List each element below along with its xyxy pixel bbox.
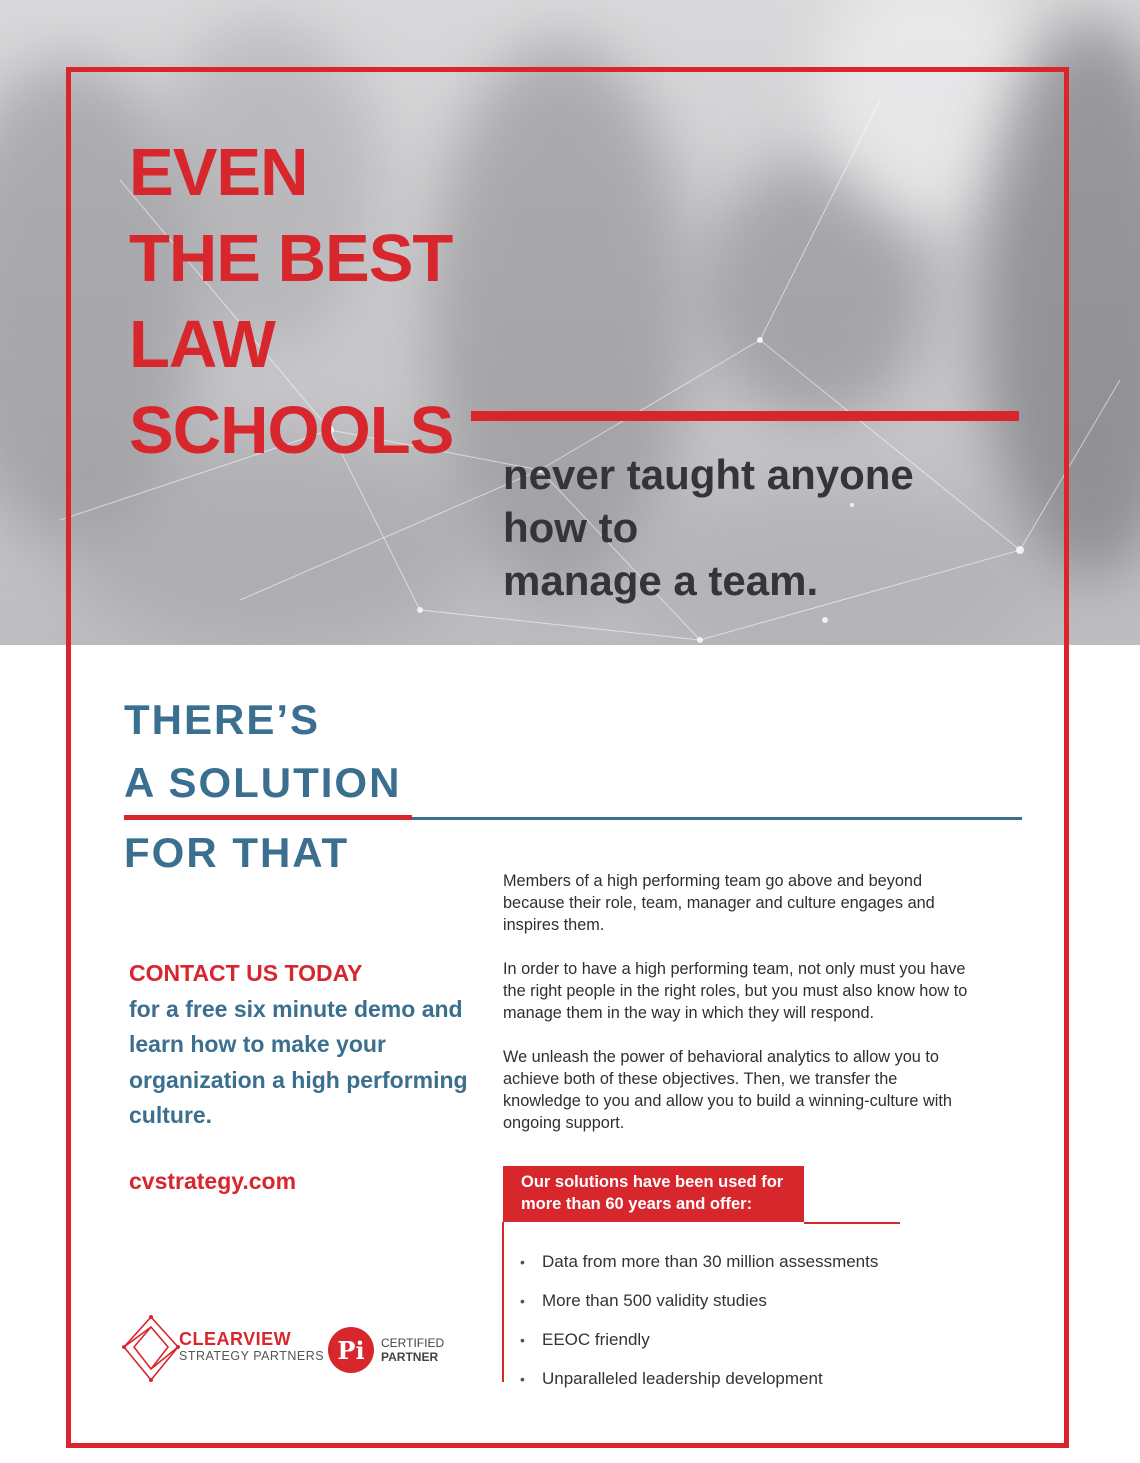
subline-line: never taught anyone	[503, 451, 914, 498]
list-item	[520, 1359, 878, 1398]
list-item	[520, 1242, 878, 1281]
callout-line: more than 60 years and offer:	[521, 1195, 753, 1213]
hero-headline	[129, 130, 453, 474]
list-item	[520, 1281, 878, 1320]
headline-divider	[471, 411, 1019, 421]
list-item-text: More than 500 validity studies	[542, 1290, 767, 1310]
body-copy	[503, 870, 978, 1156]
headline-line: SCHOOLS	[129, 393, 454, 468]
solution-divider-red	[124, 815, 412, 820]
bullet-list-rule	[502, 1222, 504, 1382]
callout-line: Our solutions have been used for	[521, 1173, 784, 1191]
body-paragraph: We unleash the power of behavioral analytics to allow you to achieve both of these objectives. Then, we transfer the knowledge to you and allow you to build a winning-culture with ongoing support.	[503, 1048, 952, 1132]
list-item-text: Data from more than 30 million assessments	[542, 1251, 879, 1271]
callout-underline	[804, 1222, 900, 1224]
headline-line: LAW	[129, 307, 275, 382]
solutions-callout-box	[503, 1166, 804, 1222]
clearview-logo	[179, 1329, 324, 1364]
pi-line-partner: PARTNER	[381, 1350, 439, 1364]
solution-line: A SOLUTION	[124, 759, 402, 806]
pi-line-certified: CERTIFIED	[381, 1336, 445, 1350]
bullet-icon: •	[520, 1370, 525, 1387]
subline-line: how to	[503, 504, 639, 551]
clearview-name: CLEARVIEW	[179, 1329, 292, 1349]
list-item	[520, 1320, 878, 1359]
pi-mark: Pi	[337, 1335, 365, 1365]
subline-line: manage a team.	[503, 557, 819, 604]
body-paragraph: In order to have a high performing team, not only must you have the right people in the right roles, but you must also know how to manage them in the way in which they will respond.	[503, 960, 968, 1022]
contact-cta: CONTACT US TODAY	[129, 960, 363, 986]
headline-line: EVEN	[129, 135, 308, 210]
benefits-list	[520, 1242, 878, 1398]
website-link[interactable]: cvstrategy.com	[129, 1168, 297, 1194]
hero-subheadline	[503, 448, 914, 607]
contact-text: for a free six minute demo and learn how to make your organization a high performing culture.	[129, 995, 468, 1128]
body-paragraph: Members of a high performing team go above and beyond because their role, team, manager and culture engages and inspires them.	[503, 872, 935, 934]
solution-divider-blue	[412, 817, 1022, 820]
list-item-text: Unparalleled leadership development	[542, 1368, 823, 1388]
headline-line: THE BEST	[129, 221, 453, 296]
bullet-icon: •	[520, 1331, 525, 1348]
list-item-text: EEOC friendly	[542, 1329, 650, 1349]
solution-line: THERE’S	[124, 696, 321, 743]
bullet-icon: •	[520, 1292, 525, 1309]
bullet-icon: •	[520, 1253, 525, 1270]
pi-logo-icon	[328, 1327, 374, 1373]
solution-line: FOR THAT	[124, 829, 350, 876]
contact-callout	[129, 956, 469, 1134]
clearview-subtitle: STRATEGY PARTNERS	[179, 1349, 325, 1363]
clearview-diamond-logo-icon	[121, 1314, 181, 1384]
pi-certified-partner	[381, 1336, 444, 1364]
